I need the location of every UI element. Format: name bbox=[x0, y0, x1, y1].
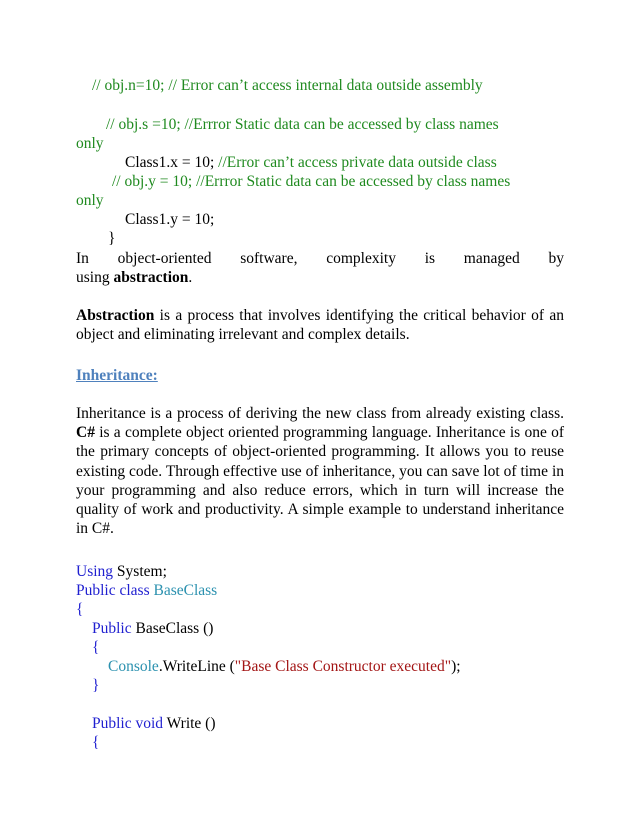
word: is bbox=[424, 250, 436, 267]
inheritance-paragraph bbox=[76, 404, 564, 538]
code-comment-line-2-wrap: only bbox=[76, 135, 104, 152]
abstraction-definition-text: is a process that involves identifying the critical behavior of an object and eliminating irrelevant and complex details. bbox=[76, 307, 564, 344]
kw-public: Public bbox=[92, 620, 132, 637]
code-comment-line-4-wrap: only bbox=[76, 192, 104, 209]
code-line-3-statement: Class1.x = 10; bbox=[125, 154, 219, 171]
word: by bbox=[548, 250, 564, 267]
word: In bbox=[76, 250, 89, 267]
text: BaseClass () bbox=[131, 620, 214, 637]
csharp-bold: C# bbox=[76, 424, 95, 442]
kw-using: Using bbox=[76, 563, 114, 580]
text: .WriteLine ( bbox=[158, 658, 235, 675]
abstraction-intro-line-1 bbox=[76, 249, 564, 268]
code-line-3-comment: //Error can’t access private data outside class bbox=[218, 154, 497, 171]
class-name: BaseClass bbox=[153, 582, 218, 599]
text: using bbox=[76, 269, 114, 286]
code-line-5: Class1.y = 10; bbox=[125, 211, 215, 228]
code-comment-line-2: // obj.s =10; //Errror Static data can be accessed by class names bbox=[106, 116, 499, 133]
kw-public-class: Public class bbox=[76, 582, 150, 599]
word: complexity bbox=[326, 250, 396, 267]
string-literal: "Base Class Constructor executed" bbox=[234, 658, 452, 675]
text: Write () bbox=[163, 715, 216, 732]
code-comment-line-4: // obj.y = 10; //Errror Static data can be accessed by class names bbox=[112, 173, 511, 190]
word: software, bbox=[240, 250, 298, 267]
code-line-3 bbox=[125, 153, 497, 172]
code-open-brace: { bbox=[76, 601, 84, 618]
kw-public-void: Public void bbox=[92, 715, 164, 732]
abstraction-intro-line-2 bbox=[76, 268, 192, 287]
code-write-method bbox=[92, 714, 216, 733]
abstraction-term: abstraction bbox=[113, 269, 189, 286]
word: object-oriented bbox=[117, 250, 212, 267]
code-close-brace: } bbox=[108, 230, 116, 247]
code-using bbox=[76, 562, 167, 581]
code-ctor-open-brace: { bbox=[92, 639, 100, 656]
text: System; bbox=[113, 563, 167, 580]
code-constructor bbox=[92, 619, 213, 638]
abstraction-bold: Abstraction bbox=[76, 307, 155, 324]
code-class-decl bbox=[76, 581, 217, 600]
abstraction-definition bbox=[76, 306, 564, 344]
heading-inheritance: Inheritance: bbox=[76, 367, 158, 384]
word: managed bbox=[463, 250, 520, 267]
code-console-writeline bbox=[108, 657, 461, 676]
text: . bbox=[188, 269, 193, 286]
inheritance-text-1: Inheritance is a process of deriving the new class from already existing class. bbox=[76, 405, 564, 422]
text: ); bbox=[451, 658, 461, 675]
code-write-open-brace: { bbox=[92, 734, 100, 751]
code-comment-line-1: // obj.n=10; // Error can’t access internal data outside assembly bbox=[92, 77, 483, 94]
code-ctor-close-brace: } bbox=[92, 677, 100, 694]
inheritance-text-2: is a complete object oriented programming language. Inheritance is one of the primary concepts of object-oriented programming. It allows you to reuse existing code. Through effective use of inheritance, you can save lot of time in your programming and also reduce errors, which in turn will increase the quality of work and productivity. A simple example to understand inheritance in C#. bbox=[76, 424, 564, 538]
kw-console: Console bbox=[108, 658, 159, 675]
